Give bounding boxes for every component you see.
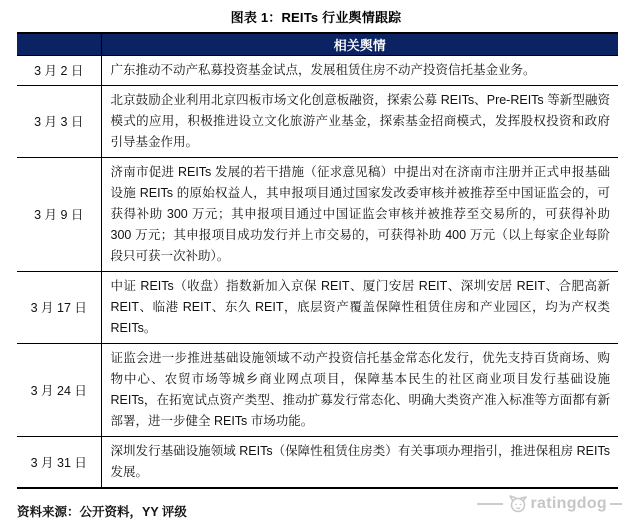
content-cell: 北京鼓励企业利用北京四板市场文化创意板融资，探索公募 REITs、Pre-REITs 等新型融资模式的应用，积极推进设立文化旅游产业基金，探索基金招商模式，发挥股权投资和政府引导基金作用。: [101, 85, 618, 157]
table-row: [17, 343, 618, 436]
date-cell: 3 月 3 日: [17, 85, 101, 157]
date-cell: 3 月 24 日: [17, 343, 101, 436]
logo-line-left: [477, 503, 503, 505]
content-cell: 深圳发行基础设施领域 REITs（保障性租赁住房类）有关事项办理指引，推进保租房 REITs 发展。: [101, 436, 618, 488]
sentiment-table: [17, 32, 618, 489]
sentiment-table-wrap: [17, 32, 618, 489]
date-cell: 3 月 17 日: [17, 271, 101, 343]
figure-footer: [17, 494, 622, 522]
date-cell: 3 月 31 日: [17, 436, 101, 488]
table-row: [17, 157, 618, 271]
content-cell: 济南市促进 REITs 发展的若干措施（征求意见稿）中提出对在济南市注册并正式申报基础设施 REITs 的原始权益人，其申报项目通过国家发改委审核并被推荐至中国证监会的，可获得补助 300 万元；其申报项目通过中国证监会审核并被推荐至交易所的，可获得补助 300 万元；其申报项目成功发行并上市交易的，可获得补助 400 万元（以上每家企业每阶段只可获一次补助）。: [101, 157, 618, 271]
figure-title: 图表 1：REITs 行业舆情跟踪: [230, 10, 402, 25]
source-note: 资料来源：公开资料，YY 评级: [17, 504, 187, 519]
content-cell: 证监会进一步推进基础设施领域不动产投资信托基金常态化发行，优先支持百货商场、购物中心、农贸市场等城乡商业网点项目，保障基本民生的社区商业项目发行基础设施 REITs，在拓宽试点资产类型、推动扩募发行常态化、明确大类资产准入标准等方面都有新部署，进一步健全 REITs 市场功能。: [101, 343, 618, 436]
dog-icon: [506, 494, 528, 514]
date-cell: 3 月 9 日: [17, 157, 101, 271]
logo-line-right: [610, 503, 622, 505]
table-row: [17, 85, 618, 157]
content-cell: 广东推动不动产私募投资基金试点，发展租赁住房不动产投资信托基金业务。: [101, 55, 618, 85]
content-cell: 中证 REITs（收盘）指数新加入京保 REIT、厦门安居 REIT、深圳安居 REIT、合肥高新 REIT、临港 REIT、东久 REIT，底层资产覆盖保障性租赁住房和产业园区，均为产权类 REITs。: [101, 271, 618, 343]
logo-text: ratingdog: [530, 494, 607, 512]
date-cell: 3 月 2 日: [17, 55, 101, 85]
ratingdog-logo: [477, 494, 622, 514]
table-row: [17, 436, 618, 488]
table-row: [17, 271, 618, 343]
table-row: [17, 55, 618, 85]
table-header-content: 相关舆情: [101, 33, 618, 55]
table-header-row: [17, 33, 618, 55]
table-header-date: [17, 33, 101, 55]
